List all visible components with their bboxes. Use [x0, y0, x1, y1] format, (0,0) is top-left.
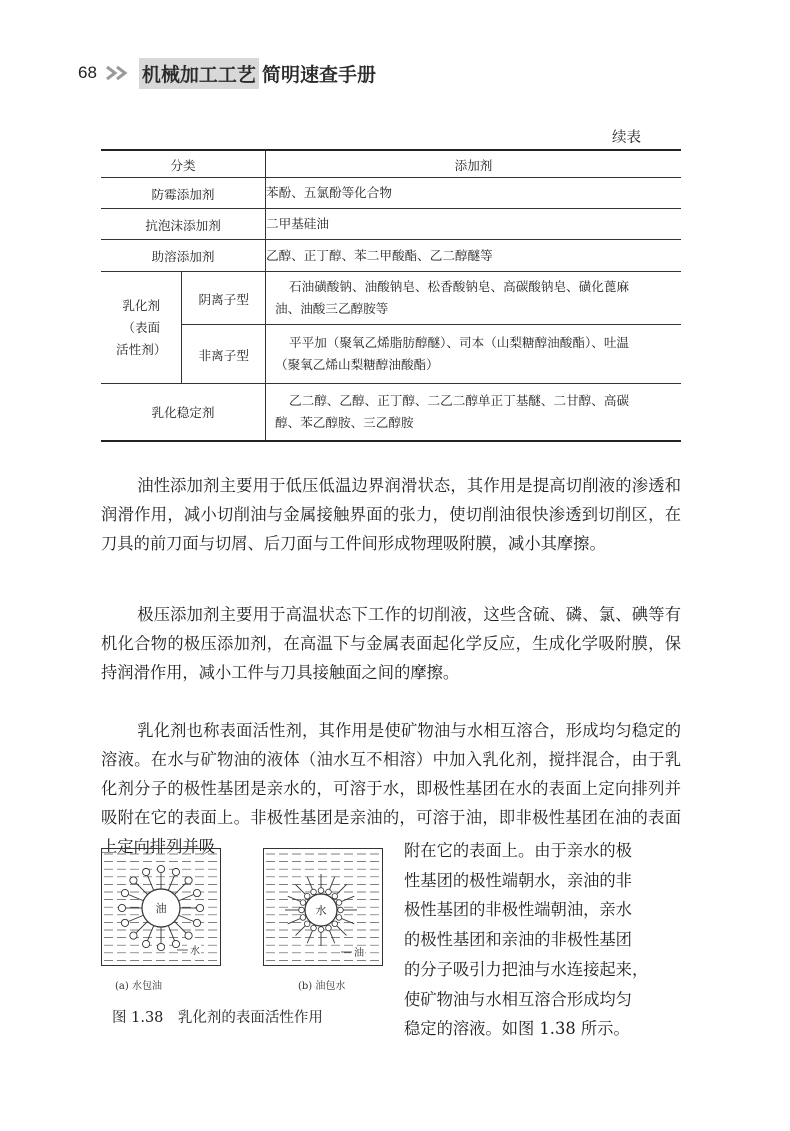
- value-line: 油、油酸三乙醇胺等: [275, 301, 389, 316]
- droplet-label: 油: [155, 902, 167, 915]
- text-line: 附在它的表面上。由于亲水的极: [404, 841, 632, 860]
- molecule-tail: [330, 931, 335, 943]
- paragraph-text: 油性添加剂主要用于低压低温边界润滑状态，其作用是提高切削液的渗透和润滑作用，减小切削油与金属接触界面的张力，使切削油很快渗透到切削区，在刀具的前刀面与切屑、后刀面与工件间形成物理吸附膜，减小其摩擦。: [101, 476, 681, 553]
- molecule-tail: [174, 883, 185, 894]
- molecule-head: [326, 889, 332, 895]
- molecule-tail: [148, 876, 154, 891]
- molecule-head: [300, 915, 306, 921]
- molecule-head: [318, 927, 324, 933]
- molecule-tail: [168, 876, 174, 891]
- figure-panel-water-in-oil: [263, 848, 383, 966]
- molecule-tail: [288, 896, 300, 901]
- double-chevron-icon: [105, 65, 131, 81]
- molecule-head: [196, 904, 203, 911]
- molecule-head: [318, 888, 324, 894]
- table-row: [101, 209, 681, 240]
- molecule-tail: [179, 915, 194, 921]
- row-category-emulsifier: [101, 272, 182, 384]
- value-line: （聚氧乙烯山梨糖醇油酸酯）: [275, 357, 439, 372]
- molecule-tail: [296, 926, 306, 936]
- figure-title: 图 1.38 乳化剂的表面活性作用: [112, 1010, 323, 1026]
- category-line: 乳化剂: [122, 297, 161, 313]
- text-line: 使矿物油与水相互溶合形成均匀: [404, 989, 632, 1009]
- value-line: 石油磺酸钠、油酸钠皂、松香酸钠皂、高碳酸钠皂、磺化蓖麻: [289, 279, 630, 294]
- molecule-tail: [337, 926, 347, 936]
- text-line: 性基团的极性端朝水，亲油的非: [404, 870, 632, 890]
- molecule-head: [157, 865, 164, 872]
- row-subcategory: 非离子型: [182, 325, 266, 384]
- row-value: [266, 384, 682, 441]
- molecule-tail: [174, 921, 185, 932]
- molecule-head: [304, 893, 310, 899]
- table-row: [101, 178, 681, 209]
- molecule-head: [130, 877, 137, 884]
- text-line: 稳定的溶液。如图 1.38 所示。: [404, 1019, 630, 1039]
- molecule-head: [121, 919, 128, 926]
- category-line: 活性剂）: [116, 341, 167, 357]
- row-value: [266, 325, 682, 384]
- molecule-head: [185, 877, 192, 884]
- molecule-head: [185, 932, 192, 939]
- paragraph-text: 极压添加剂主要用于高温状态下工作的切削液，这些含硫、磷、氯、碘等有机化合物的极压添加剂，在高温下与金属表面起化学反应，生成化学吸附膜，保持润滑作用，减小工件与刀具接触面之间的摩擦。: [101, 605, 681, 682]
- row-subcategory: 阴离子型: [182, 272, 266, 325]
- molecule-head: [332, 893, 338, 899]
- molecule-tail: [342, 896, 354, 901]
- molecule-head: [193, 919, 200, 926]
- paragraph-oiliness: [101, 471, 681, 558]
- molecule-tail: [330, 877, 335, 889]
- paragraph-extreme-pressure: [101, 600, 681, 687]
- row-value: 二甲基硅油: [266, 209, 682, 240]
- table-header-row: [101, 150, 681, 178]
- molecule-head: [172, 940, 179, 947]
- molecule-head: [118, 904, 125, 911]
- medium-label: 水: [190, 946, 200, 957]
- molecule-tail: [148, 926, 154, 941]
- paragraph-continued: [404, 836, 686, 1044]
- row-value: [266, 272, 682, 325]
- molecule-tail: [129, 915, 144, 921]
- molecule-tail: [288, 919, 300, 924]
- molecule-tail: [307, 931, 312, 943]
- molecule-head: [332, 921, 338, 927]
- figure-panel-oil-in-water: [101, 848, 221, 966]
- book-title-part2: 简明速查手册: [261, 63, 376, 86]
- text-line: 的分子吸引力把油与水连接起来，: [404, 959, 649, 979]
- molecule-tail: [337, 885, 347, 895]
- book-title: [139, 58, 376, 89]
- table-continued-label: 续表: [612, 130, 641, 146]
- value-line: 乙二醇、乙醇、正丁醇、二乙二醇单正丁基醚、二甘醇、高碳: [289, 392, 630, 408]
- category-line: （表面: [122, 319, 161, 335]
- paragraph-text: 乳化剂也称表面活性剂，其作用是使矿物油与水相互溶合，形成均匀稳定的溶液。在水与矿物油的液体（油水互不相溶）中加入乳化剂，搅拌混合，由于乳化剂分子的极性基团是亲水的，可溶于水，即极性基团在水的表面上定向排列并吸附在它的表面上。非极性基团是亲油的，可溶于油，即非极性基团在油的表面上定向排列并吸: [101, 721, 681, 856]
- header-category: 分类: [101, 150, 266, 178]
- molecule-head: [338, 907, 344, 913]
- molecule-head: [326, 925, 332, 931]
- molecule-tail: [342, 919, 354, 924]
- molecule-head: [311, 889, 317, 895]
- row-category: 防霉添加剂: [101, 178, 266, 209]
- book-title-part1: 机械加工工艺: [139, 58, 259, 89]
- row-value: 苯酚、五氯酚等化合物: [266, 178, 682, 209]
- value-line: 醇、苯乙醇胺、三乙醇胺: [275, 414, 414, 430]
- droplet-label: 水: [315, 904, 327, 917]
- molecule-head: [304, 921, 310, 927]
- molecule-head: [142, 868, 149, 875]
- molecule-tail: [307, 877, 312, 889]
- molecule-tail: [136, 921, 147, 932]
- molecule-head: [299, 907, 305, 913]
- table-row: [101, 272, 681, 325]
- molecule-head: [172, 868, 179, 875]
- figure-caption-b: (b) 油包水: [298, 981, 346, 992]
- molecule-head: [311, 925, 317, 931]
- molecule-head: [193, 889, 200, 896]
- molecule-tail: [168, 926, 174, 941]
- molecule-head: [142, 940, 149, 947]
- molecule-tail: [136, 883, 147, 894]
- molecule-head: [121, 889, 128, 896]
- text-line: 极性基团的非极性端朝油，亲水: [404, 900, 632, 920]
- row-value: 乙醇、正丁醇、苯二甲酸酯、乙二醇醚等: [266, 240, 682, 272]
- running-header: [78, 58, 376, 88]
- header-additive: 添加剂: [266, 150, 682, 178]
- page-number: 68: [78, 63, 97, 82]
- figure-caption-a: (a) 水包油: [115, 981, 162, 992]
- table-row: [101, 384, 681, 441]
- molecule-head: [130, 932, 137, 939]
- molecule-head: [157, 943, 164, 950]
- molecule-head: [336, 915, 342, 921]
- molecule-head: [336, 900, 342, 906]
- row-category: 助溶添加剂: [101, 240, 266, 272]
- row-category: 乳化稳定剂: [101, 384, 266, 441]
- text-line: 的极性基团和亲油的非极性基团: [404, 930, 632, 950]
- medium-label: 油: [354, 948, 364, 959]
- row-category: 抗泡沫添加剂: [101, 209, 266, 240]
- value-line: 平平加（聚氧乙烯脂肪醇醚）、司本（山梨糖醇油酸酯）、吐温: [289, 335, 630, 350]
- table-row: [101, 325, 681, 384]
- table-row: [101, 240, 681, 272]
- additives-table: [101, 149, 681, 442]
- molecule-tail: [296, 885, 306, 895]
- molecule-head: [300, 900, 306, 906]
